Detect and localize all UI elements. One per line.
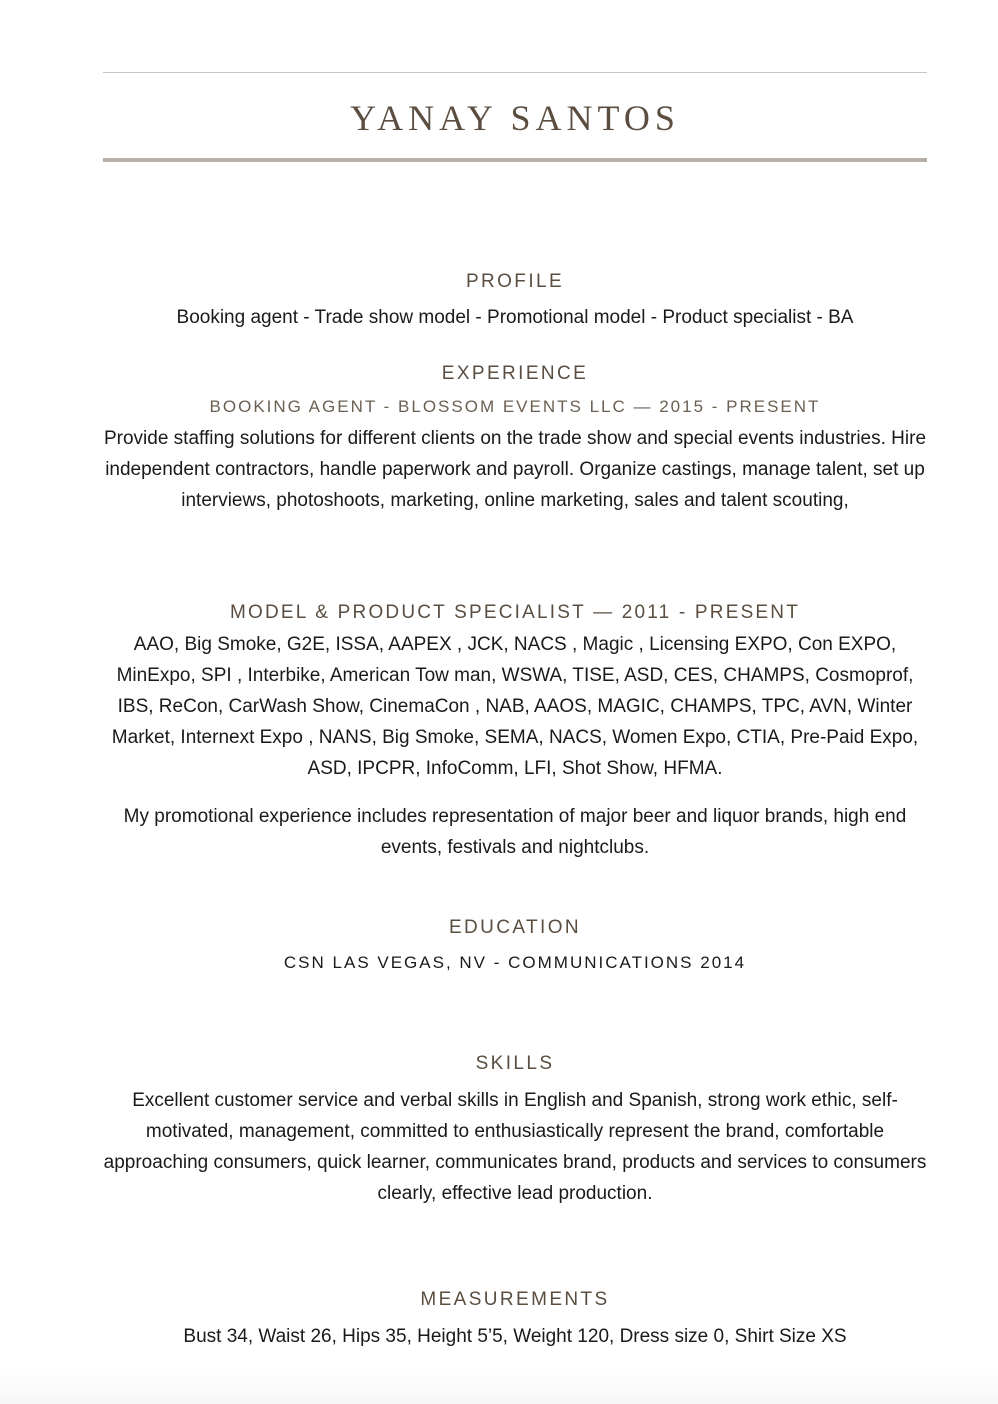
profile-summary: Booking agent - Trade show model - Promotional model - Product specialist - BA (176, 307, 854, 328)
experience-heading: EXPERIENCE (441, 363, 589, 384)
measurements-text: Bust 34, Waist 26, Hips 35, Height 5’5, Weight 120, Dress size 0, Shirt Size XS (183, 1326, 847, 1347)
profile-heading: PROFILE (465, 271, 565, 292)
header-bottom-rule (103, 158, 927, 162)
promotional-experience: My promotional experience includes representation of major beer and liquor brands, high end events, festivals and nightclubs. (123, 806, 907, 858)
measurements-heading: MEASUREMENTS (420, 1289, 610, 1310)
skills-heading: SKILLS (475, 1053, 555, 1074)
job-description-booking-agent: Provide staffing solutions for different clients on the trade show and special events industries. Hire independent contractors, handle paperwork and payroll. Organize castings, manage talent, set up interviews, photoshoots, marketing, online marketing, sales and talent scouting, (103, 428, 927, 511)
education-heading: EDUCATION (448, 917, 582, 938)
candidate-name: YANAY SANTOS (350, 98, 680, 138)
job-heading-booking-agent: BOOKING AGENT - BLOSSOM EVENTS LLC — 2015 - PRESENT (209, 397, 821, 416)
header-top-rule (103, 72, 927, 73)
job-heading-model-specialist: MODEL & PRODUCT SPECIALIST — 2011 - PRESENT (229, 602, 801, 623)
skills-text: Excellent customer service and verbal skills in English and Spanish, strong work ethic, self-motivated, management, committed to enthusiastically represent the brand, comfortable approaching consumers, quick learner, communicates brand, products and services to consumers clearly, effective lead production. (103, 1090, 927, 1204)
education-entry: CSN LAS VEGAS, NV - COMMUNICATIONS 2014 (283, 953, 747, 972)
job-description-model-specialist: AAO, Big Smoke, G2E, ISSA, AAPEX , JCK, NACS , Magic , Licensing EXPO, Con EXPO, MinExpo, SPI , Interbike, American Tow man, WSWA, TISE, ASD, CES, CHAMPS, Cosmoprof, IBS, ReCon, CarWash Show, CinemaCon , NAB, AAOS, MAGIC, CHAMPS, TPC, AVN, Winter Market, Internext Expo , NANS, Big Smoke, SEMA, NACS, Women Expo, CTIA, Pre-Paid Expo, ASD, IPCPR, InfoComm, LFI, Shot Show, HFMA. (111, 634, 919, 779)
